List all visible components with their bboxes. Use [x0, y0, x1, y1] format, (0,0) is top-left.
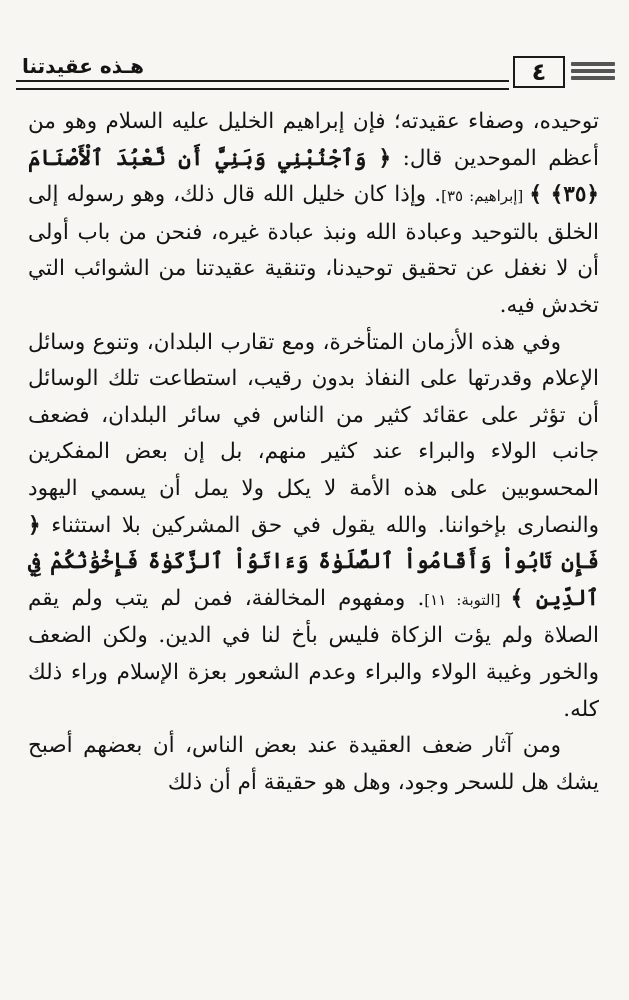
page-header [14, 52, 617, 96]
page-number: ٤ [513, 56, 565, 88]
quran-verse: ﴿ فَإِن تَابُواْ وَأَقَامُواْ ٱلصَّلَوٰةَ وَءَاتَوُاْ ٱلزَّكَوٰةَ فَإِخْوَٰنُكُمْ فِي ٱلدِّينِ ﴾ [28, 512, 599, 611]
running-title: هـذه عقيدتنا [22, 54, 144, 78]
text-segment: . ومفهوم المخالفة، فمن لم يتب ولم يقم الصلاة ولم يؤت الزكاة فليس بأخ لنا في الدين. ولكن الضعف والخور وغيبة الولاء والبراء وعدم الشعور بعزة الإسلام وراء ذلك كله. [28, 585, 599, 722]
header-rule [16, 80, 509, 90]
paragraph-1 [28, 104, 599, 325]
text-segment: . وإذا كان خليل الله قال ذلك، وهو رسوله إلى الخلق بالتوحيد وعبادة الله ونبذ عبادة غيره، فنحن من باب أولى أن لا نغفل عن تحقيق توحيدنا، وتنقية عقيدتنا من الشوائب التي تخدش فيه. [28, 182, 599, 318]
text-segment: توحيده، وصفاء عقيدته؛ فإن إبراهيم الخليل عليه السلام وهو من أعظم الموحدين قال: [28, 109, 599, 171]
verse-reference: [التوبة: ١١] [424, 590, 511, 609]
text-segment: ومن آثار ضعف العقيدة عند بعض الناس، أن بعضهم أصبح يشك هل للسحر وجود، وهل هو حقيقة أم أن ذلك [28, 733, 599, 795]
text-segment: وفي هذه الأزمان المتأخرة، ومع تقارب البلدان، وتنوع وسائل الإعلام وقدرتها على النفاذ بدون رقيب، استطاعت تلك الوسائل أن تؤثر على عقائد كثير من الناس في سائر البلدان، فضعف جانب الولاء والبراء عند كثير منهم، بل إن بعض المفكرين المحسوبين على هذه الأمة لا يكل ولا يمل أن يسمي اليهود والنصارى بإخواننا. والله يقول في حق المشركين بلا استثناء [28, 329, 599, 538]
verse-reference: [إبراهيم: ٣٥] [441, 187, 530, 206]
paragraph-2 [28, 325, 599, 729]
header-ornament [571, 62, 615, 84]
quran-verse: ﴿ وَٱجْنُبْنِي وَبَنِيَّ أَن نَّعْبُدَ ٱلْأَصْنَامَ ﴿٣٥﴾ ﴾ [28, 145, 600, 208]
body-text [28, 104, 599, 801]
paragraph-3 [28, 728, 599, 801]
